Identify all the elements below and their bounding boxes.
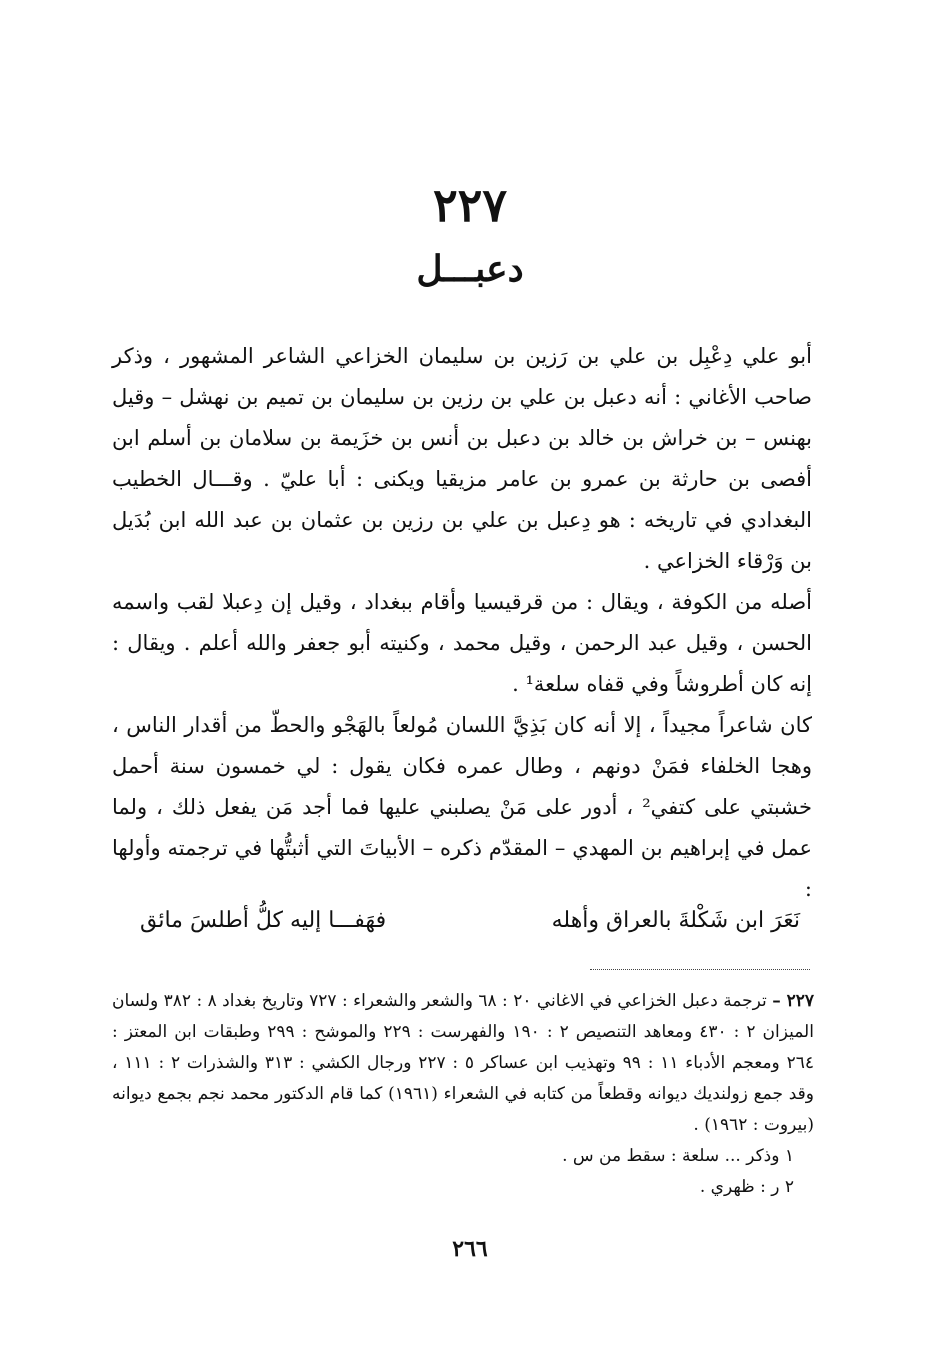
footnote-sources-text: ترجمة دعبل الخزاعي في الاغاني ٢٠ : ٦٨ والشعر والشعراء : ٧٢٧ وتاريخ بغداد ٨ : ٣٨٢ ولسان الميزان ٢ : ٤٣٠ ومعاهد التنصيص ٢ : ١٩٠ والفهرست : ٢٢٩ والموشح : ٢٩٩ وطبقات ابن المعتز : ٢٦٤ ومعجم الأدباء ١١ : ٩٩ وتهذيب ابن عساكر ٥ : ٢٢٧ ورجال الكشي : ٣١٣ والشذرات ٢ : ١١١ ، وقد جمع زولنديك ديوانه وقطعاً من كتابه في الشعراء (١٩٦١) كما قام الدكتور محمد نجم بجمع ديوانه (بيروت : ١٩٦٢) . bbox=[112, 991, 814, 1135]
biography-body bbox=[112, 336, 812, 910]
footnote-entry-number: ٢٢٧ – bbox=[772, 991, 815, 1011]
verse-second-hemistich: فهَفـــا إليه كلُّ أطلسَ مائق bbox=[140, 908, 387, 933]
entry-number: ٢٢٧ bbox=[432, 178, 508, 232]
verse-first-hemistich: نَعَرَ ابن شَكْلةَ بالعراق وأهله bbox=[551, 908, 800, 933]
footnote-divider bbox=[590, 969, 810, 970]
paragraph-character: كان شاعراً مجيداً ، إلا أنه كان بَذِيَّ اللسان مُولعاً بالهَجْو والحطّ من أقدار الناس ، وهجا الخلفاء فمَنْ دونهم ، وطال عمره فكان يقول : لي خمسون سنة أحمل خشبتي على كتفي² ، أدور على مَنْ يصلبني عليها فما أجد مَن يفعل ذلك ، ولما عمل في إبراهيم بن المهدي – المقدّم ذكره – الأبياتَ التي أثبتُّها في ترجمته وأولها : bbox=[112, 713, 812, 901]
paragraph-lineage: أبو علي دِعْبِل بن علي بن رَزين بن سليمان الخزاعي الشاعر المشهور ، وذكر صاحب الأغاني : أنه دعبل بن علي بن رزين بن سليمان بن تميم بن نهشل – وقيل بهنس – بن خراش بن خالد بن دعبل بن أنس بن خزَيمة بن سلامان بن أسلم ابن أفصى بن حارثة بن عمرو بن عامر مزيقيا ويكنى : أبا عليّ . وقـــال الخطيب البغدادي في تاريخه : هو دِعبل بن علي بن رزين بن عثمان بن عبد الله ابن بُدَيل بن وَرْقاء الخزاعي . bbox=[112, 344, 812, 573]
footnote-2: ٢ ر : ظهري . bbox=[699, 1177, 794, 1197]
footnotes bbox=[112, 986, 814, 1203]
verse-line bbox=[140, 908, 800, 933]
page-number: ٢٦٦ bbox=[452, 1236, 488, 1262]
footnote-sources bbox=[112, 986, 814, 1141]
entry-title: دعبـــل bbox=[416, 248, 524, 290]
paragraph-origin: أصله من الكوفة ، ويقال : من قرقيسيا وأقام ببغداد ، وقيل إن دِعبلا لقب واسمه الحسن ، وقيل عبد الرحمن ، وقيل محمد ، وكنيته أبو جعفر والله أعلم . ويقال : إنه كان أطروشاً وفي قفاه سلعة¹ . bbox=[112, 590, 812, 696]
footnote-1: ١ وذكر ... سلعة : سقط من س . bbox=[562, 1146, 794, 1166]
